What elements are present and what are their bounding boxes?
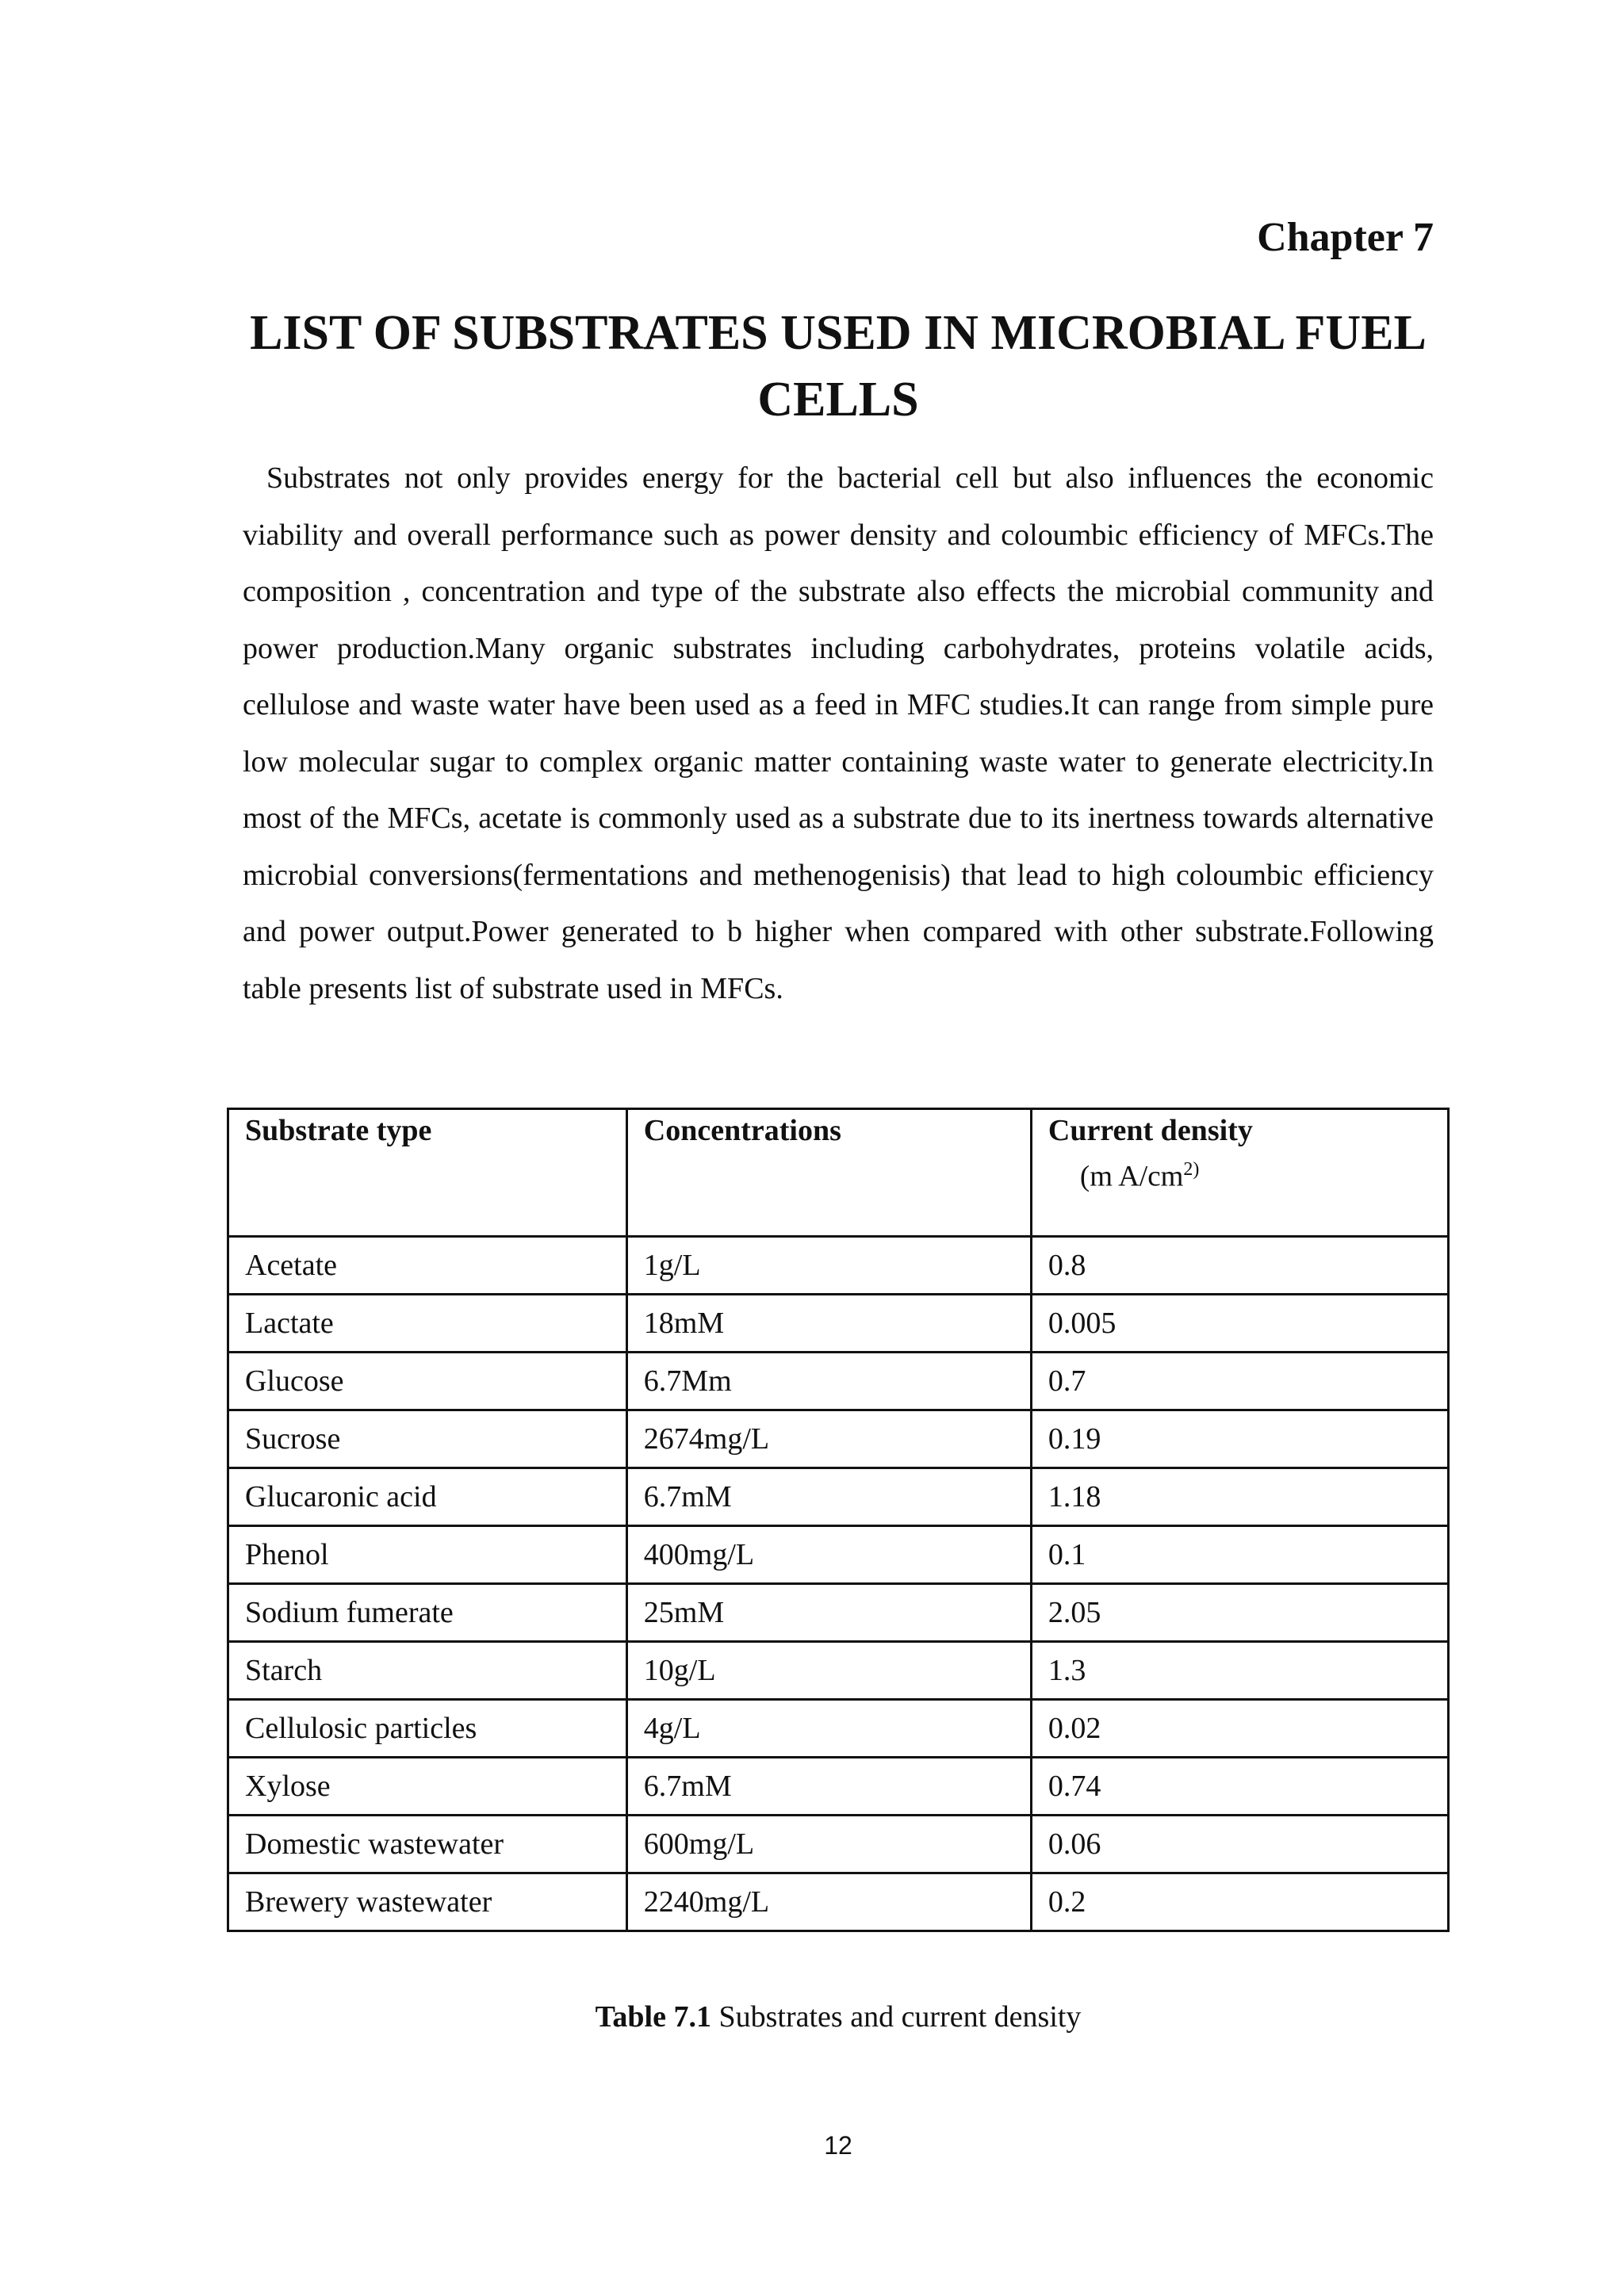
cell-substrate: Lactate (228, 1295, 627, 1353)
cell-current-density: 0.06 (1031, 1816, 1448, 1873)
cell-substrate: Acetate (228, 1237, 627, 1295)
cell-concentration: 600mg/L (626, 1816, 1031, 1873)
cell-substrate: Starch (228, 1642, 627, 1700)
header-current-density (1031, 1109, 1448, 1237)
table-row (228, 1526, 1449, 1584)
table-row (228, 1410, 1449, 1468)
table-row (228, 1700, 1449, 1758)
cell-current-density: 0.8 (1031, 1237, 1448, 1295)
cell-concentration: 2240mg/L (626, 1873, 1031, 1931)
cell-current-density: 0.7 (1031, 1353, 1448, 1410)
cell-current-density: 0.02 (1031, 1700, 1448, 1758)
cell-current-density: 0.1 (1031, 1526, 1448, 1584)
table-row (228, 1816, 1449, 1873)
body-paragraph: Substrates not only provides energy for the bacterial cell but also influences the economic viability and overall performance such as power density and coloumbic efficiency of MFCs.The composition , concentration and type of the substrate also effects the microbial community and power production.Many organic substrates including carbohydrates, proteins volatile acids, cellulose and waste water have been used as a feed in MFC studies.It can range from simple pure low molecular sugar to complex organic matter containing waste water to generate electricity.In most of the MFCs, acetate is commonly used as a substrate due to its inertness towards alternative microbial conversions(fermentations and methenogenisis) that lead to high coloumbic efficiency and power output.Power generated to b higher when compared with other substrate.Following table presents list of substrate used in MFCs. (243, 461, 1434, 1005)
cell-current-density: 0.2 (1031, 1873, 1448, 1931)
table-row (228, 1584, 1449, 1642)
cell-substrate: Cellulosic particles (228, 1700, 627, 1758)
cell-concentration: 2674mg/L (626, 1410, 1031, 1468)
caption-text: Substrates and current density (710, 2000, 1082, 2034)
table-row (228, 1295, 1449, 1353)
header-concentrations: Concentrations (626, 1109, 1031, 1237)
cell-concentration: 1g/L (626, 1237, 1031, 1295)
cell-substrate: Glucose (228, 1353, 627, 1410)
chapter-title: LIST OF SUBSTRATES USED IN MICROBIAL FUEL CELLS (250, 306, 1427, 427)
cell-concentration: 10g/L (626, 1642, 1031, 1700)
table-caption (243, 1999, 1434, 2034)
table-row (228, 1873, 1449, 1931)
cell-substrate: Phenol (228, 1526, 627, 1584)
caption-label: Table 7.1 (595, 2000, 711, 2034)
cell-substrate: Xylose (228, 1758, 627, 1816)
substrates-table (227, 1108, 1450, 1932)
cell-current-density: 0.005 (1031, 1295, 1448, 1353)
cell-concentration: 6.7Mm (626, 1353, 1031, 1410)
cell-current-density: 2.05 (1031, 1584, 1448, 1642)
cell-current-density: 1.3 (1031, 1642, 1448, 1700)
cell-concentration: 400mg/L (626, 1526, 1031, 1584)
unit-superscript: 2) (1183, 1159, 1200, 1180)
table-header-row (228, 1109, 1449, 1237)
chapter-label: Chapter 7 (1257, 215, 1434, 260)
cell-current-density: 0.74 (1031, 1758, 1448, 1816)
cell-substrate: Sodium fumerate (228, 1584, 627, 1642)
cell-substrate: Glucaronic acid (228, 1468, 627, 1526)
cell-concentration: 6.7mM (626, 1468, 1031, 1526)
header-current-density-label: Current density (1048, 1114, 1253, 1147)
cell-substrate: Domestic wastewater (228, 1816, 627, 1873)
page-number: 12 (824, 2131, 852, 2160)
current-density-unit (1080, 1159, 1447, 1193)
cell-current-density: 1.18 (1031, 1468, 1448, 1526)
header-substrate-type: Substrate type (228, 1109, 627, 1237)
cell-concentration: 18mM (626, 1295, 1031, 1353)
table-row (228, 1353, 1449, 1410)
table-row (228, 1468, 1449, 1526)
table-row (228, 1758, 1449, 1816)
cell-concentration: 4g/L (626, 1700, 1031, 1758)
table-row (228, 1642, 1449, 1700)
cell-substrate: Sucrose (228, 1410, 627, 1468)
cell-concentration: 25mM (626, 1584, 1031, 1642)
unit-main: (m A/cm (1079, 1160, 1184, 1193)
table-row (228, 1237, 1449, 1295)
cell-current-density: 0.19 (1031, 1410, 1448, 1468)
document-page (243, 0, 1434, 2296)
table-body (228, 1237, 1449, 1931)
cell-substrate: Brewery wastewater (228, 1873, 627, 1931)
cell-concentration: 6.7mM (626, 1758, 1031, 1816)
